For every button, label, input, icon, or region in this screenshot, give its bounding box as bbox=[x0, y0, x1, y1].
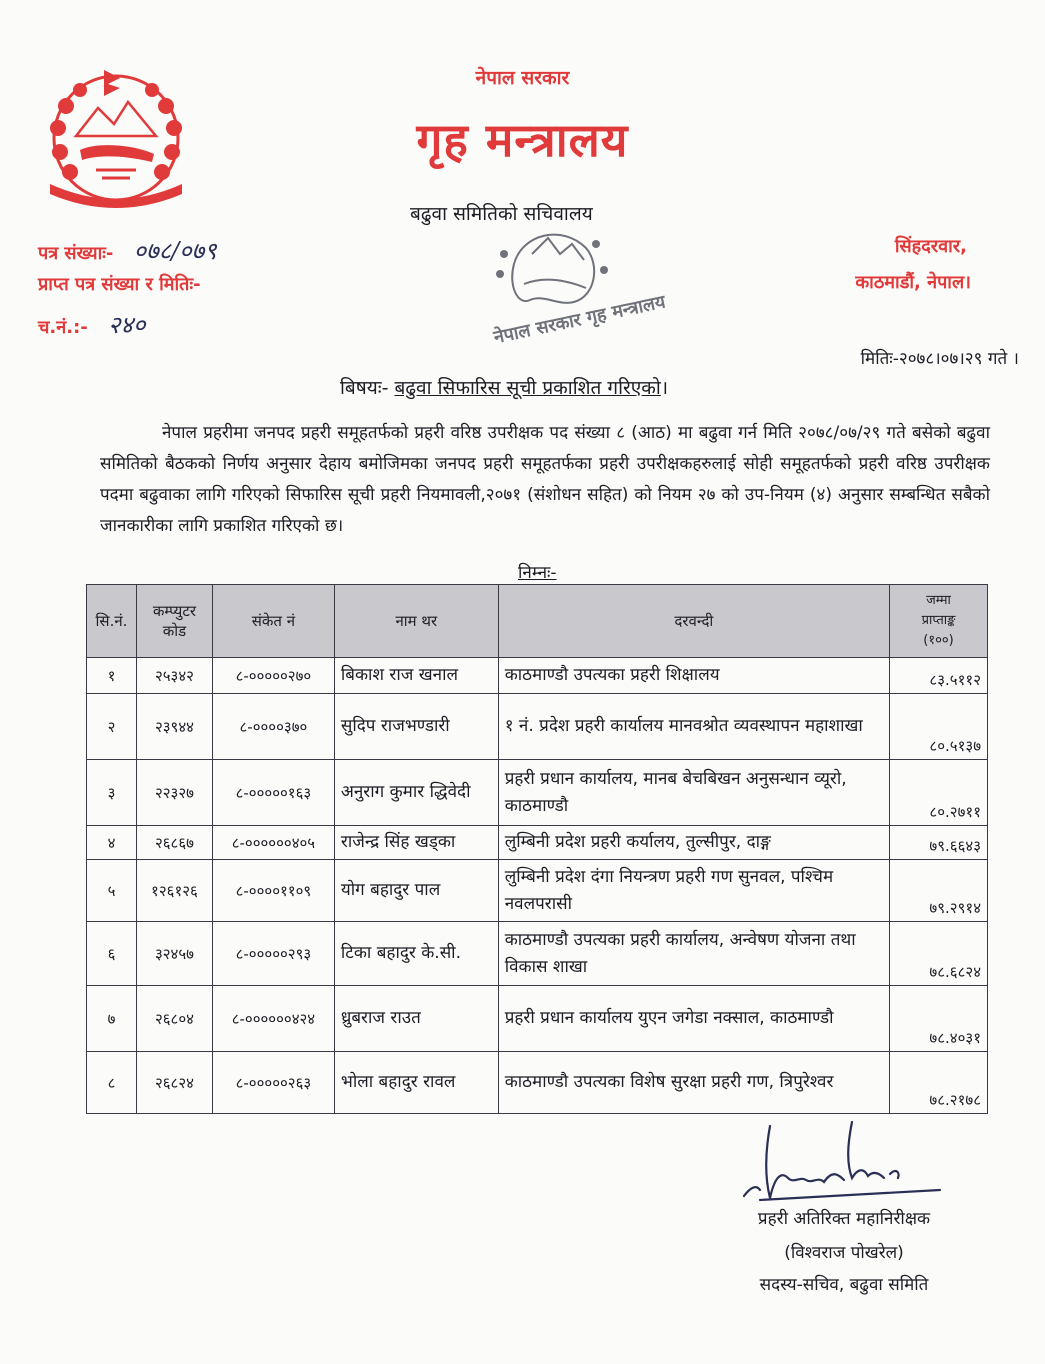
subject-label: बिषयः- bbox=[340, 377, 389, 399]
signatory-role: सदस्य-सचिव, बढुवा समिति bbox=[759, 1275, 929, 1295]
header-total-score bbox=[890, 585, 988, 658]
header-computer-code bbox=[136, 585, 212, 658]
cell-name: राजेन्द्र सिंह खड्का bbox=[334, 826, 498, 860]
cell-score: ७८.२१७८ bbox=[890, 1052, 988, 1114]
subject-end: । bbox=[660, 377, 669, 399]
cell-office: लुम्बिनी प्रदेश प्रहरी कर्यालय, तुल्सीपुर, दाङ्ग bbox=[498, 826, 889, 860]
cell-name: अनुराग कुमार द्धिवेदी bbox=[334, 760, 498, 826]
subject-line bbox=[340, 374, 668, 400]
cell-symbol: ८-००००००४०५ bbox=[212, 826, 334, 860]
stamp-text: नेपाल सरकार गृह मन्त्रालय bbox=[491, 291, 668, 349]
cell-code: २३९४४ bbox=[136, 694, 212, 760]
cell-score: ७८.४०३१ bbox=[890, 986, 988, 1052]
header-office: दरवन्दी bbox=[498, 585, 889, 658]
cell-sn: ७ bbox=[87, 986, 137, 1052]
table-row bbox=[87, 826, 988, 860]
secretariat-line: बढुवा समितिको सचिवालय bbox=[410, 203, 593, 225]
below-label: निम्नः- bbox=[518, 563, 557, 583]
cell-symbol: ८-०००००२७० bbox=[212, 658, 334, 694]
cell-office: १ नं. प्रदेश प्रहरी कार्यालय मानवश्रोत व्यवस्थापन महाशाखा bbox=[498, 694, 889, 760]
government-line: नेपाल सरकार bbox=[475, 67, 570, 89]
table-row bbox=[87, 860, 988, 922]
signature-icon bbox=[740, 1118, 950, 1208]
cell-sn: ६ bbox=[87, 922, 137, 986]
cell-office: लुम्बिनी प्रदेश दंगा नियन्त्रण प्रहरी गण सुनवल, पश्चिम नवलपरासी bbox=[498, 860, 889, 922]
table-row bbox=[87, 922, 988, 986]
cell-symbol: ८-०००००१६३ bbox=[212, 760, 334, 826]
cell-symbol: ८-०००००२९३ bbox=[212, 922, 334, 986]
header-sn: सि.नं. bbox=[87, 585, 137, 658]
header-total-line1: जम्मा bbox=[926, 593, 951, 608]
cell-sn: ८ bbox=[87, 1052, 137, 1114]
header-total-line2: प्राप्ताङ्क bbox=[921, 613, 956, 628]
address-line-1: सिंहदरवार, bbox=[894, 236, 967, 257]
subject-text: बढुवा सिफारिस सूची प्रकाशित गरिएको bbox=[394, 377, 661, 399]
cell-score: ७८.६८२४ bbox=[890, 922, 988, 986]
stamp-icon bbox=[474, 214, 668, 362]
body-paragraph: नेपाल प्रहरीमा जनपद प्रहरी समूहतर्फको प्रहरी वरिष्ठ उपरीक्षक पद संख्या ८ (आठ) मा बढुवा गर्न मिति २०७८/०७/२९ गते बसेको बढुवा समितिको बैठकको निर्णय अनुसार देहाय बमोजिमका जनपद प्रहरी समूहतर्फका प्रहरी उपरीक्षकहरुलाई सोही समूहतर्फको प्रहरी वरिष्ठ उपरीक्षक पदमा बढुवाका लागि गरिएको सिफारिस सूची प्रहरी नियमावली,२०७१ (संशोधन सहित) को नियम २७ को उप-नियम (४) अनुसार सम्बन्धित सबैको जानकारीका लागि प्रकाशित गरिएको छ। bbox=[100, 423, 990, 536]
cell-sn: ५ bbox=[87, 860, 137, 922]
cell-office: काठमाण्डौ उपत्यका प्रहरी शिक्षालय bbox=[498, 658, 889, 694]
signatory-name: (विश्वराज पोखरेल) bbox=[784, 1243, 904, 1263]
cell-sn: १ bbox=[87, 658, 137, 694]
cell-code: २६८०४ bbox=[136, 986, 212, 1052]
cell-sn: ४ bbox=[87, 826, 137, 860]
header-computer-code-line1: कम्प्युटर bbox=[152, 602, 197, 620]
cell-office: काठमाण्डौ उपत्यका प्रहरी कार्यालय, अन्वेषण योजना तथा विकास शाखा bbox=[498, 922, 889, 986]
cell-sn: ३ bbox=[87, 760, 137, 826]
signatory-title: प्रहरी अतिरिक्त महानिरीक्षक bbox=[757, 1209, 931, 1229]
cell-name: ध्रुबराज राउत bbox=[334, 986, 498, 1052]
cell-score: ८०.२७११ bbox=[890, 760, 988, 826]
cell-office: प्रहरी प्रधान कार्यालय युएन जगेडा नक्साल, काठमाण्डौ bbox=[498, 986, 889, 1052]
table-row bbox=[87, 658, 988, 694]
dispatch-value: २४० bbox=[108, 311, 146, 339]
cell-name: बिकाश राज खनाल bbox=[334, 658, 498, 694]
received-label: प्राप्त पत्र संख्या र मितिः- bbox=[38, 274, 201, 295]
cell-name: भोला बहादुर रावल bbox=[334, 1052, 498, 1114]
letter-number-value: ०७८/०७९ bbox=[133, 237, 217, 265]
cell-sn: २ bbox=[87, 694, 137, 760]
table-row bbox=[87, 986, 988, 1052]
cell-code: २२३२७ bbox=[136, 760, 212, 826]
letter-number-row bbox=[38, 234, 217, 267]
cell-code: २५३४२ bbox=[136, 658, 212, 694]
cell-name: सुदिप राजभण्डारी bbox=[334, 694, 498, 760]
header-total-line3: (१००) bbox=[923, 633, 954, 648]
cell-symbol: ८-००००३७० bbox=[212, 694, 334, 760]
recommendation-table bbox=[86, 584, 988, 1114]
table-row bbox=[87, 694, 988, 760]
cell-name: योग बहादुर पाल bbox=[334, 860, 498, 922]
header-name: नाम थर bbox=[334, 585, 498, 658]
cell-office: काठमाण्डौ उपत्यका विशेष सुरक्षा प्रहरी गण, त्रिपुरेश्वर bbox=[498, 1052, 889, 1114]
dispatch-row bbox=[38, 308, 146, 341]
table-header-row bbox=[87, 585, 988, 658]
cell-code: ३२४५७ bbox=[136, 922, 212, 986]
table-row bbox=[87, 1052, 988, 1114]
cell-score: ८३.५११२ bbox=[890, 658, 988, 694]
letter-date: मितिः-२०७८।०७।२९ गते । bbox=[860, 349, 1019, 369]
dispatch-label: च.नं.:- bbox=[38, 317, 88, 338]
header-computer-code-line2: कोड bbox=[162, 622, 187, 640]
cell-code: २६८६७ bbox=[136, 826, 212, 860]
cell-name: टिका बहादुर के.सी. bbox=[334, 922, 498, 986]
header-symbol-no: संकेत नं bbox=[212, 585, 334, 658]
cell-symbol: ८-००००११०९ bbox=[212, 860, 334, 922]
cell-code: १२६१२६ bbox=[136, 860, 212, 922]
table-row bbox=[87, 760, 988, 826]
ministry-title: गृह मन्त्रालय bbox=[416, 113, 629, 167]
cell-score: ७९.६६४३ bbox=[890, 826, 988, 860]
cell-code: २६८२४ bbox=[136, 1052, 212, 1114]
cell-office: प्रहरी प्रधान कार्यालय, मानब बेचबिखन अनुसन्धान व्यूरो, काठमाण्डौ bbox=[498, 760, 889, 826]
cell-score: ७९.२९१४ bbox=[890, 860, 988, 922]
cell-score: ८०.५१३७ bbox=[890, 694, 988, 760]
cell-symbol: ८-००००००४२४ bbox=[212, 986, 334, 1052]
address-line-2: काठमाडौं, नेपाल। bbox=[855, 272, 971, 293]
letter-number-label: पत्र संख्याः- bbox=[38, 243, 114, 264]
body-paragraph-block bbox=[100, 418, 990, 542]
cell-symbol: ८-०००००२६३ bbox=[212, 1052, 334, 1114]
